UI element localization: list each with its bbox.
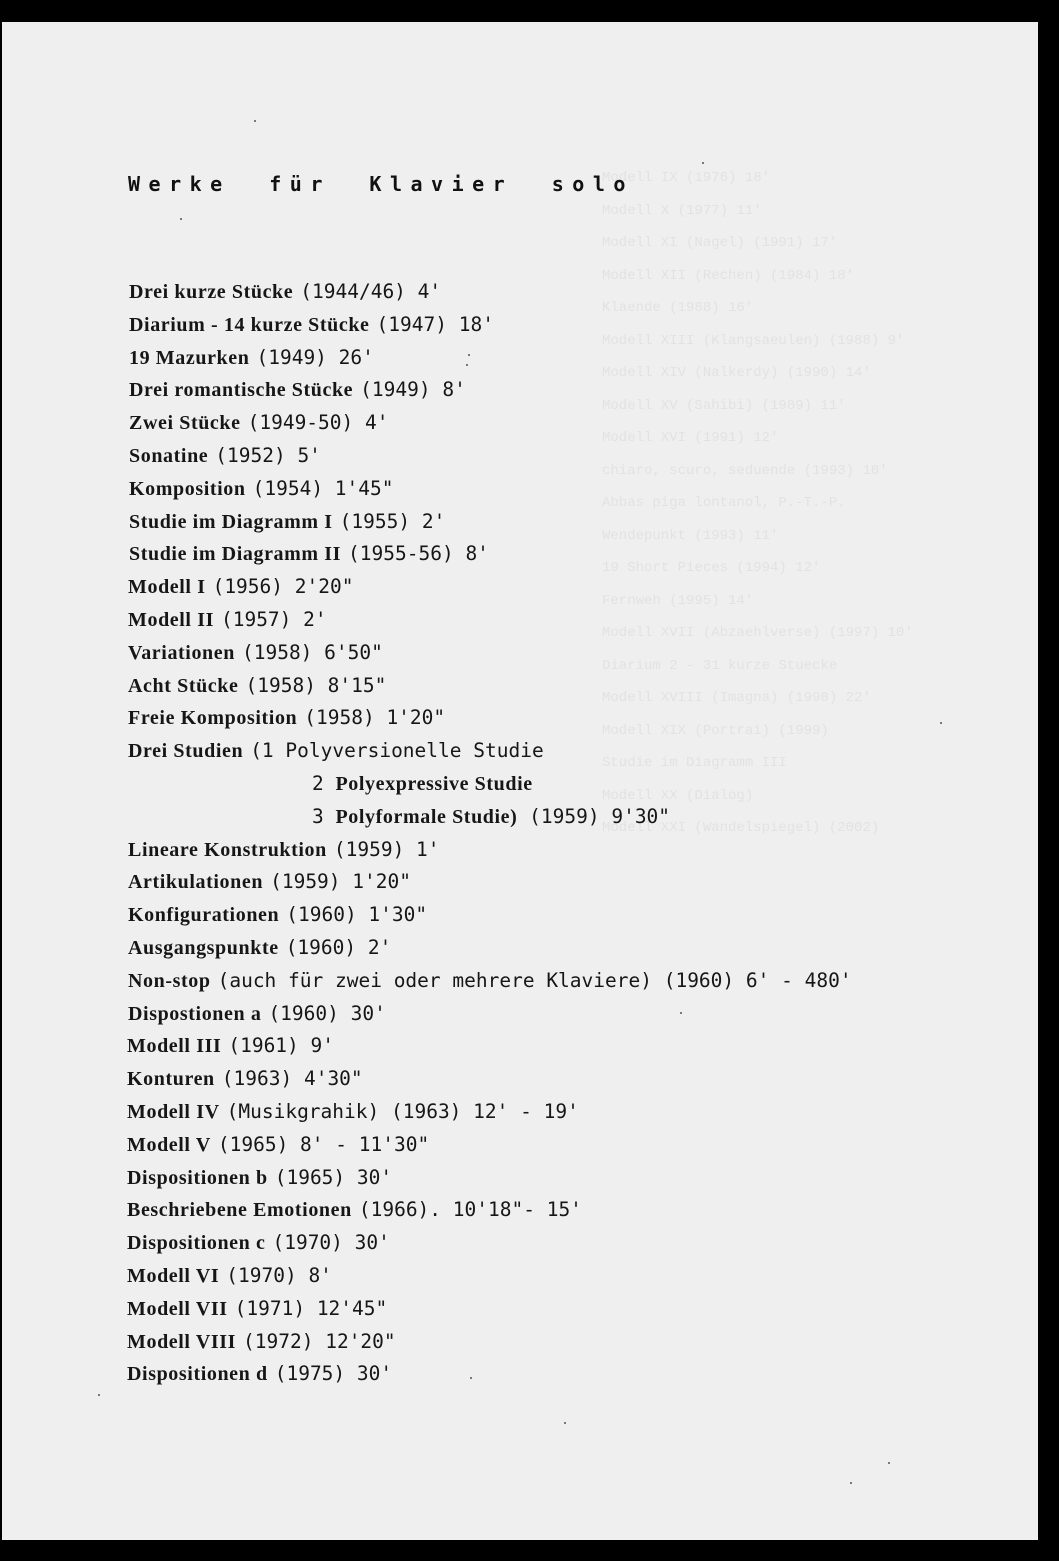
work-entry xyxy=(127,1231,390,1255)
work-entry xyxy=(128,739,544,763)
work-details: (1958) 6'50" xyxy=(241,640,383,664)
work-details: (1956) 2'20" xyxy=(212,575,354,599)
work-details: (1960) 1'30" xyxy=(286,903,428,927)
work-title: Ausgangspunkte xyxy=(128,937,279,959)
work-entry xyxy=(128,903,427,927)
work-entry xyxy=(127,1264,332,1288)
work-details: (1960) 2' xyxy=(285,936,392,959)
scan-speck xyxy=(180,218,182,220)
work-details: (1960) 30' xyxy=(268,1001,386,1025)
scan-speck xyxy=(564,1422,566,1424)
work-details: (1958) 8'15" xyxy=(245,673,387,697)
work-details: (1949) 8' xyxy=(360,378,466,402)
work-entry xyxy=(129,378,466,402)
scan-speck xyxy=(702,162,704,164)
scan-speck xyxy=(98,1394,100,1396)
work-title: Dispositionen b xyxy=(127,1166,268,1189)
work-entry xyxy=(129,280,441,304)
work-entry xyxy=(127,1133,429,1157)
work-details: (1959) 1'20" xyxy=(270,870,411,894)
work-entry xyxy=(127,1297,387,1321)
work-title: Komposition xyxy=(129,477,246,500)
work-title: Modell V xyxy=(127,1133,211,1156)
work-entry xyxy=(128,838,440,862)
work-title: Sonatine xyxy=(129,445,209,467)
work-entry xyxy=(128,969,852,993)
work-title: Drei Studien xyxy=(128,740,244,763)
work-entry xyxy=(128,870,411,894)
work-details: (1975) 30' xyxy=(274,1362,393,1386)
work-entry xyxy=(129,411,389,435)
work-entry xyxy=(128,674,386,698)
work-details: (1957) 2' xyxy=(220,608,327,631)
work-details: (1954) 1'45" xyxy=(252,476,394,500)
work-title: Modell VI xyxy=(127,1265,220,1287)
work-details: (1972) 12'20" xyxy=(243,1329,396,1353)
work-details: (1 Polyversionelle Studie xyxy=(250,739,544,763)
scan-speck xyxy=(466,364,468,366)
work-details: (1952) 5' xyxy=(215,444,321,467)
scan-speck xyxy=(680,1012,682,1014)
work-title: 19 Mazurken xyxy=(129,346,250,369)
work-entry xyxy=(127,1166,392,1190)
study-title: Polyformale Studie) xyxy=(335,805,518,828)
work-title: Modell VII xyxy=(127,1297,228,1320)
work-title: Drei romantische Stücke xyxy=(129,379,354,402)
document-page xyxy=(2,22,1038,1540)
work-title: Studie im Diagramm I xyxy=(129,510,333,533)
work-entry-continuation xyxy=(312,805,670,829)
work-entry xyxy=(127,1362,392,1386)
work-title: Konfigurationen xyxy=(128,904,280,927)
work-title: Modell IV xyxy=(127,1101,220,1123)
work-details: (1955-56) 8' xyxy=(348,542,489,566)
work-title: Beschriebene Emotionen xyxy=(127,1199,352,1222)
work-entry xyxy=(128,641,383,665)
work-title: Diarium - 14 kurze Stücke xyxy=(129,313,370,336)
work-details: (auch für zwei oder mehrere Klaviere) (1960) 6' - 480' xyxy=(217,968,852,992)
work-details: (1971) 12'45" xyxy=(234,1296,388,1320)
work-details: (1965) 30' xyxy=(274,1165,393,1189)
work-title: Konturen xyxy=(127,1068,215,1091)
work-entry xyxy=(129,313,494,337)
work-details: (1944/46) 4' xyxy=(300,280,442,303)
work-details: (1966). 10'18"- 15' xyxy=(358,1198,582,1222)
work-details: (1958) 1'20" xyxy=(304,706,446,730)
work-details: (1949) 26' xyxy=(256,345,374,369)
work-details: (1959) 1' xyxy=(333,837,440,861)
work-title: Studie im Diagramm II xyxy=(129,543,342,566)
work-details: (1965) 8' - 11'30" xyxy=(217,1132,430,1156)
study-title: Polyexpressive Studie xyxy=(335,773,533,795)
show-through-text: Modell IX (1976) 18' Modell X (1977) 11' Modell XI (Nagel) (1991) 17' Modell XII (Rechen) (1984) 18' Klaende (1988) 16' Modell XIII (Klangsaeulen) (1988) 9' Modell XIV (Nalkerdy) (1990) 14' Modell XV (Sahibi) (1989) 11' Modell XVI (1991) 12' chiaro, scuro, seduende (1993) 10' Abbas piga lontanol, P.-T.-P. Wendepunkt (1993) 11' 19 Short Pieces (1994) 12' Fernweh (1995) 14' Modell XVII (Abzaehlverse) (1997) 10' Diarium 2 - 31 kurze Stuecke Modell XVIII (Imagna) (1998) 22' Modell XIX (Portrai) (1999) Studie im Diagramm III Modell XX (Dialog) Modell XXI (Wandelspiegel) (2002) xyxy=(602,170,913,836)
scan-speck xyxy=(888,1462,890,1464)
work-title: Modell VIII xyxy=(127,1330,237,1353)
scan-speck xyxy=(940,722,942,724)
work-details: (1955) 2' xyxy=(339,509,446,533)
work-entry xyxy=(128,575,353,599)
work-entry-continuation xyxy=(312,772,533,796)
work-entry xyxy=(127,1100,579,1124)
scan-speck xyxy=(850,1482,852,1484)
work-entry xyxy=(127,1330,396,1354)
work-entry xyxy=(128,936,391,960)
work-title: Modell II xyxy=(128,609,214,631)
work-title: Modell III xyxy=(127,1035,222,1058)
work-details: (1961) 9' xyxy=(228,1034,335,1058)
scan-speck xyxy=(470,1377,472,1379)
work-title: Variationen xyxy=(128,641,235,664)
work-entry xyxy=(127,1034,334,1058)
work-details: (1949-50) 4' xyxy=(247,411,389,435)
work-details: (1970) 30' xyxy=(272,1231,390,1255)
work-title: Artikulationen xyxy=(128,871,264,894)
work-entry xyxy=(129,542,489,566)
study-number: 3 xyxy=(312,804,336,828)
work-entry xyxy=(128,706,445,730)
work-details: (1947) 18' xyxy=(376,312,494,336)
scan-speck xyxy=(468,354,470,356)
work-details: (Musikgrahik) (1963) 12' - 19' xyxy=(226,1100,579,1123)
page-heading: Werke für Klavier solo xyxy=(128,172,634,196)
work-details: (1959) 9'30" xyxy=(517,804,671,828)
work-title: Acht Stücke xyxy=(128,674,239,697)
work-entry xyxy=(127,1198,582,1222)
work-title: Freie Komposition xyxy=(128,707,298,730)
work-title: Lineare Konstruktion xyxy=(128,838,327,861)
work-entry xyxy=(129,510,445,534)
work-details: (1970) 8' xyxy=(226,1264,332,1287)
work-title: Dispositionen c xyxy=(127,1232,266,1255)
work-title: Non-stop xyxy=(128,969,211,992)
work-entry xyxy=(129,444,321,468)
work-entry xyxy=(129,346,374,370)
scan-speck xyxy=(254,120,256,122)
work-title: Dispositionen d xyxy=(127,1363,268,1386)
work-title: Dispostionen a xyxy=(128,1002,262,1025)
work-title: Drei kurze Stücke xyxy=(129,281,294,303)
work-entry xyxy=(128,1002,386,1026)
study-number: 2 xyxy=(312,772,336,795)
work-details: (1963) 4'30" xyxy=(221,1067,363,1091)
work-title: Zwei Stücke xyxy=(129,412,241,435)
work-entry xyxy=(129,477,394,501)
work-title: Modell I xyxy=(128,576,206,599)
work-entry xyxy=(127,1067,363,1091)
work-entry xyxy=(128,608,327,632)
